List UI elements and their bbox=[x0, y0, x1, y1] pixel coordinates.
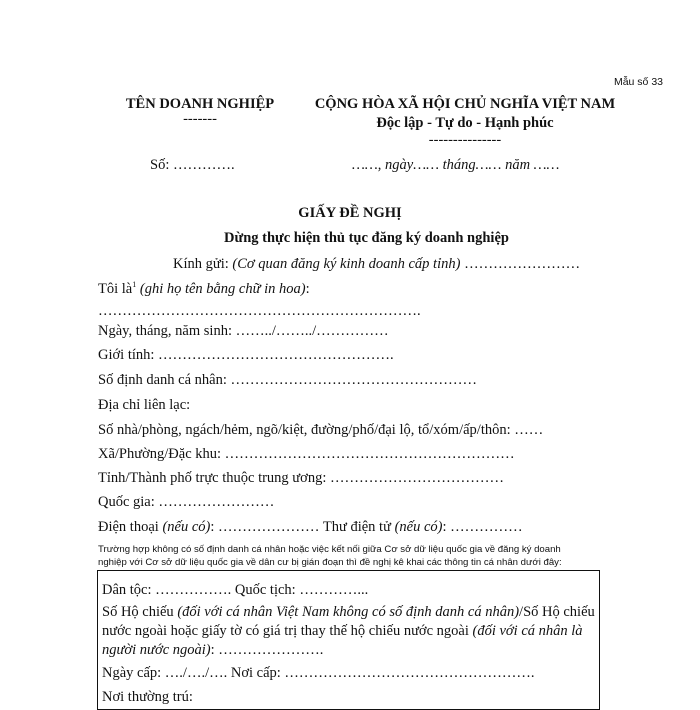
addressee-dots: …………………… bbox=[460, 256, 581, 272]
passport-foreign-text: nước ngoài hoặc giấy tờ có giá trị thay thế hộ chiếu nước ngoài bbox=[102, 623, 473, 639]
phone-dots: : ………………… bbox=[210, 519, 323, 535]
footnote-marker: 1 bbox=[132, 280, 137, 289]
issue-date-place-field: Ngày cấp: …./…./…. Nơi cấp: ……………………………………………. bbox=[102, 665, 535, 681]
document-title: GIẤY ĐỀ NGHỊ bbox=[298, 205, 402, 221]
passport-condition-1: (đối với cá nhân Việt Nam không có số định danh cá nhân) bbox=[177, 604, 520, 620]
declarant-name-dots: …………………………………………………………. bbox=[98, 303, 421, 319]
province-field: Tỉnh/Thành phố trực thuộc trung ương: ……………………………… bbox=[98, 470, 504, 486]
declarant-prefix: Tôi là bbox=[98, 280, 133, 297]
addressee-prefix: Kính gửi: bbox=[173, 256, 233, 272]
company-name-placeholder: TÊN DOANH NGHIỆP bbox=[125, 96, 275, 112]
date-of-birth-field: Ngày, tháng, năm sinh: ……../……../…………… bbox=[98, 323, 389, 339]
form-number: Mẫu số 33 bbox=[613, 76, 663, 88]
declarant-instruction: (ghi họ tên bằng chữ in hoa) bbox=[139, 280, 306, 297]
passport-line-3 bbox=[102, 642, 323, 659]
email-optional: (nếu có) bbox=[394, 519, 443, 535]
left-header-rule: ------- bbox=[183, 111, 217, 127]
document-subtitle: Dừng thực hiện thủ tục đăng ký doanh nghiệp bbox=[224, 230, 509, 246]
house-number-field: Số nhà/phòng, ngách/hẻm, ngõ/kiệt, đường/phố/đại lộ, tổ/xóm/ấp/thôn: …… bbox=[98, 422, 544, 438]
phone-label: Điện thoại bbox=[98, 519, 163, 535]
passport-line-1 bbox=[102, 604, 595, 621]
email-dots: : …………… bbox=[442, 519, 523, 535]
personal-id-field: Số định danh cá nhân: …………………………………………… bbox=[98, 372, 477, 388]
passport-condition-2: (đối với cá nhân là bbox=[472, 623, 583, 639]
document-date: ……, ngày…… tháng…… năm …… bbox=[352, 157, 560, 173]
declarant-line bbox=[98, 280, 310, 298]
country-field: Quốc gia: …………………… bbox=[98, 494, 275, 510]
right-header-rule: --------------- bbox=[428, 132, 502, 148]
passport-condition-3: người nước ngoài) bbox=[102, 642, 211, 658]
note-line-1: Trường hợp không có số định danh cá nhân hoặc việc kết nối giữa Cơ sở dữ liệu quốc gia về đăng ký doanh bbox=[98, 544, 561, 555]
addressee-authority: (Cơ quan đăng ký kinh doanh cấp tỉnh) bbox=[232, 256, 461, 272]
passport-dots: : …………………. bbox=[210, 642, 324, 658]
phone-optional: (nếu có) bbox=[162, 519, 211, 535]
national-title: CỘNG HÒA XÃ HỘI CHỦ NGHĨA VIỆT NAM bbox=[314, 96, 616, 112]
declarant-colon: : bbox=[305, 280, 310, 297]
passport-foreign-label: /Số Hộ chiếu bbox=[519, 604, 595, 620]
ethnicity-nationality-field: Dân tộc: ……………. Quốc tịch: …………... bbox=[102, 582, 369, 598]
ward-field: Xã/Phường/Đặc khu: …………………………………………………… bbox=[98, 446, 515, 462]
phone-email-line bbox=[98, 519, 523, 536]
document-number: Số: …………. bbox=[150, 157, 235, 173]
permanent-residence-field: Nơi thường trú: bbox=[102, 689, 193, 705]
email-label: Thư điện tử bbox=[322, 519, 395, 535]
addressee-line bbox=[173, 256, 580, 273]
national-motto: Độc lập - Tự do - Hạnh phúc bbox=[376, 115, 554, 131]
contact-address-label: Địa chỉ liên lạc: bbox=[98, 397, 191, 413]
note-line-2: nghiệp với Cơ sở dữ liệu quốc gia về dân cư bị gián đoạn thì đề nghị kê khai các thông tin cá nhân dưới đây: bbox=[98, 557, 562, 568]
gender-field: Giới tính: …………………………………………. bbox=[98, 347, 394, 363]
passport-label: Số Hộ chiếu bbox=[102, 604, 178, 620]
passport-line-2 bbox=[102, 623, 583, 640]
